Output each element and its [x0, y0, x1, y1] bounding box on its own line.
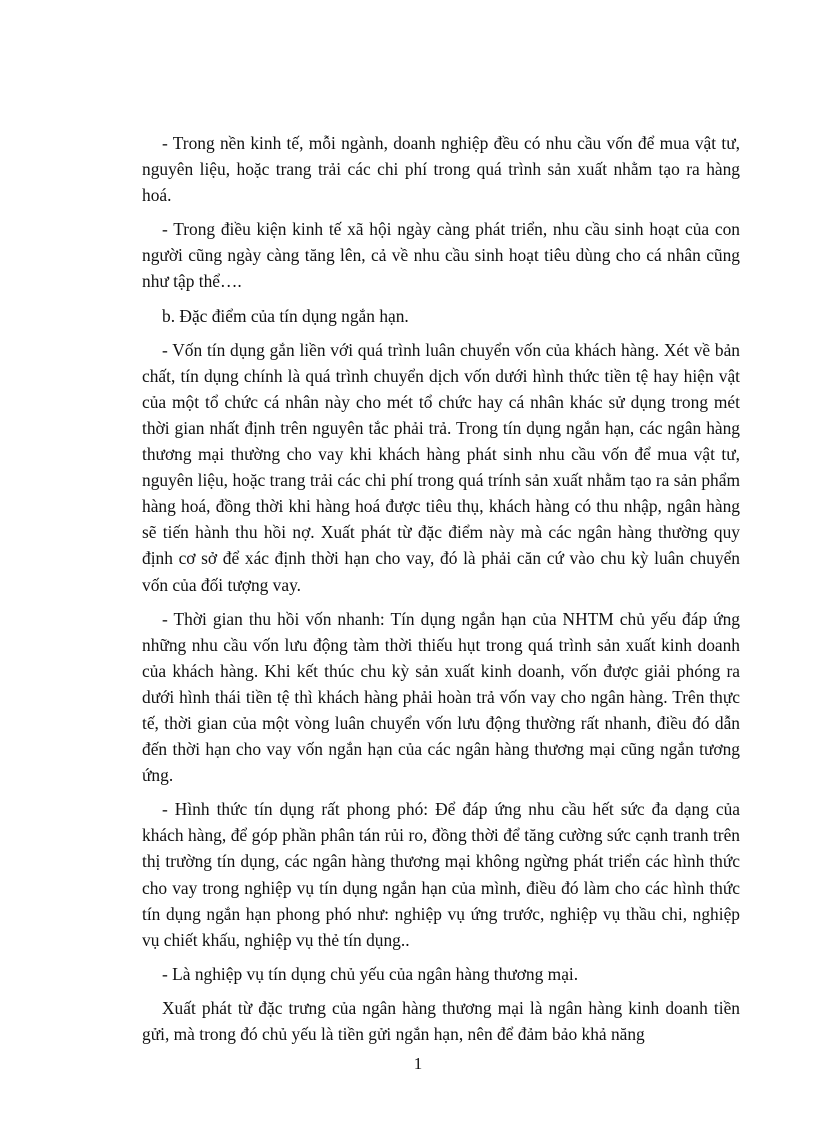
- paragraph-main-credit-activity: - Là nghiệp vụ tín dụng chủ yếu của ngân hàng thương mại.: [162, 963, 579, 984]
- paragraph-fast-recovery: - Thời gian thu hồi vốn nhanh: Tín dụng ngắn hạn của NHTM chủ yếu đáp ứng những nhu cầu vốn lưu động tàm thời thiếu hụt trong quá trình sản xuất kinh doanh của khách hàng. Khi kết thúc chu kỳ sản xuất kinh doanh, vốn được giải phóng ra dưới hình thái tiền tệ thì khách hàng phải hoàn trả vốn vay cho ngân hàng. Trên thực tế, thời gian của một vòng luân chuyển vốn lưu động thường rất nhanh, điều đó dẫn đến thời hạn cho vay vốn ngắn hạn của các ngân hàng thương mại cũng ngắn tương ứng.: [142, 608, 740, 786]
- document-page: [142, 130, 740, 1055]
- page-number: 1: [413, 1054, 423, 1073]
- paragraph-business-capital-needs: - Trong nền kinh tế, mỗi ngành, doanh nghiệp đều có nhu cầu vốn để mua vật tư, nguyên liệu, hoặc trang trải các chi phí trong quá trình sản xuất nhằm tạo ra hàng hoá.: [142, 133, 740, 206]
- paragraph-consumer-needs: - Trong điều kiện kinh tế xã hội ngày càng phát triển, nhu cầu sinh hoạt của con người cũng ngày càng tăng lên, cả về nhu cầu sinh hoạt tiêu dùng cho cá nhân cũng như tập thể….: [142, 219, 740, 292]
- paragraph-capital-circulation: - Vốn tín dụng gắn liền với quá trình luân chuyển vốn của khách hàng. Xét về bản chất, tín dụng chính là quá trình chuyển dịch vốn dưới hình thức tiền tệ hay hiện vật của một tổ chức cá nhân này cho mét tổ chức hay cá nhân khác sử dụng trong mét thời gian nhất định trên nguyên tắc phải trả. Trong tín dụng ngắn hạn, các ngân hàng thương mại thường cho vay khi khách hàng phát sinh nhu cầu vốn để mua vật tư, nguyên liệu, hoặc trang trải các chi phí trong quá trính sản xuất nhằm tạo ra sản phẩm hàng hoá, đồng thời khi hàng hoá được tiêu thụ, khách hàng có thu nhập, ngân hàng sẽ tiến hành thu hồi nợ. Xuất phát từ đặc điểm này mà các ngân hàng thường quy định cơ sở để xác định thời hạn cho vay, đó là phải căn cứ vào chu kỳ luân chuyển vốn của đối tượng vay.: [142, 339, 740, 595]
- paragraph-credit-forms: - Hình thức tín dụng rất phong phó: Để đáp ứng nhu cầu hết sức đa dạng của khách hàng, để góp phần phân tán rủi ro, đồng thời để tăng cường sức cạnh tranh trên thị trường tín dụng, các ngân hàng thương mại không ngừng phát triển các hình thức cho vay trong nghiệp vụ tín dụng ngắn hạn của mình, điều đó làm cho các hình thức tín dụng ngắn hạn phong phó như: nghiệp vụ ứng trước, nghiệp vụ thầu chi, nghiệp vụ chiết khấu, nghiệp vụ thẻ tín dụng..: [142, 799, 740, 950]
- section-heading-short-term-credit: b. Đặc điểm của tín dụng ngắn hạn.: [162, 305, 409, 326]
- paragraph-deposit-business: Xuất phát từ đặc trưng của ngân hàng thương mại là ngân hàng kinh doanh tiền gửi, mà trong đó chủ yếu là tiền gửi ngắn hạn, nên để đảm bảo khả năng: [142, 997, 740, 1044]
